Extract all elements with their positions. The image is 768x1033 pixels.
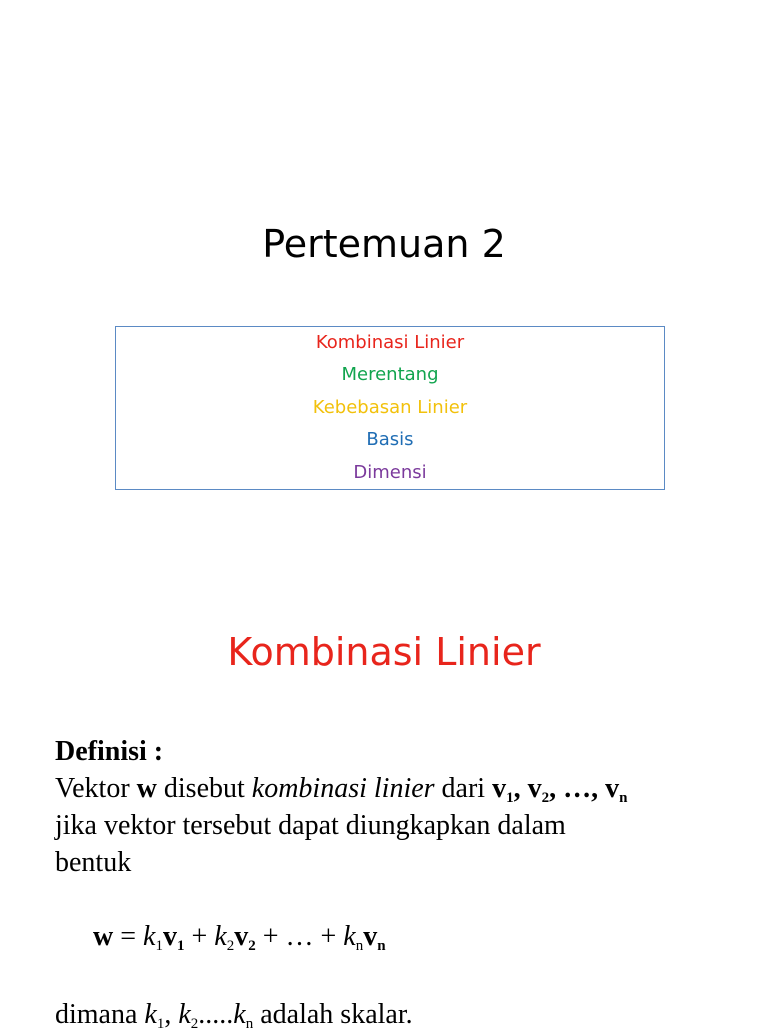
linear-combination-formula: $w = k_1v_1 + k_2v_2$ + … + $k_nv_n$	[93, 921, 386, 954]
topic-basis: Basis	[366, 429, 414, 451]
definition-line-3: bentuk	[55, 847, 132, 878]
topic-kombinasi-linier: Kombinasi Linier	[315, 331, 465, 353]
vector-w: w	[136, 773, 157, 804]
topic-dimensi: Dimensi	[353, 461, 427, 483]
definition-line-2: jika vektor tersebut dapat diungkapkan dalam	[55, 810, 566, 841]
definition-line-1: Vektor w disebut kombinasi linier dari $v_1$, $v_2$, …, $v_n$	[55, 773, 628, 806]
topic-kebebasan-linier: Kebebasan Linier	[312, 396, 468, 418]
topic-merentang: Merentang	[341, 364, 439, 386]
definition-heading: Definisi :	[55, 736, 164, 767]
term-kombinasi-linier: kombinasi linier	[251, 773, 435, 804]
section-heading: Kombinasi Linier	[227, 630, 541, 674]
slide-title: Pertemuan 2	[262, 222, 506, 266]
definition-block	[55, 733, 735, 881]
topics-box	[115, 326, 665, 490]
scalar-note: dimana $k_1$, $k_2.....k_n$ adalah skalar.	[55, 999, 413, 1032]
